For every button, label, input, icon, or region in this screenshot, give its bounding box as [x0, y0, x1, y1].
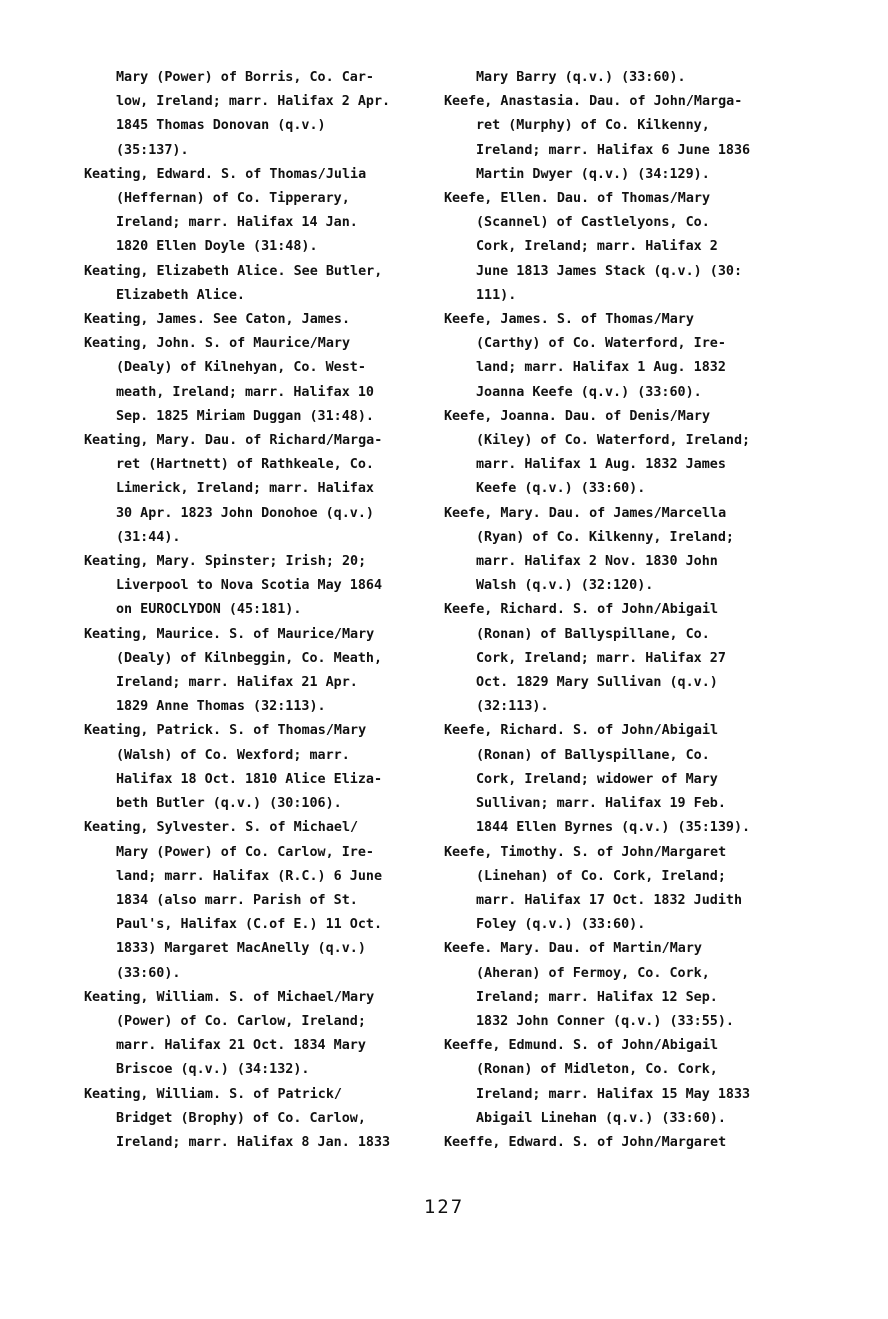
entry-line: Keefe (q.v.) (33:60).	[476, 481, 646, 497]
entry-line: (35:137).	[116, 142, 189, 158]
entry-line: 1834 (also marr. Parish of St.	[116, 892, 358, 908]
entry-line: 1844 Ellen Byrnes (q.v.) (35:139).	[476, 820, 751, 836]
entry-line: Keating, John. S. of Maurice/Mary	[84, 336, 351, 352]
entry-line: Keating, Elizabeth Alice. See Butler,	[84, 263, 383, 279]
entry-line: Oct. 1829 Mary Sullivan (q.v.)	[476, 675, 718, 691]
entry-line: marr. Halifax 21 Oct. 1834 Mary	[116, 1038, 366, 1054]
entry-line: Ireland; marr. Halifax 21 Apr.	[116, 675, 358, 691]
index-entry	[84, 1083, 424, 1156]
entry-line: Mary (Power) of Borris, Co. Car-	[116, 70, 374, 85]
index-entry	[84, 260, 424, 308]
entry-line: Keefe, Ellen. Dau. of Thomas/Mary	[444, 191, 711, 207]
entry-line: (33:60).	[116, 965, 181, 981]
entry-line: Joanna Keefe (q.v.) (33:60).	[476, 384, 702, 400]
index-entry	[84, 308, 424, 332]
entry-line: Keeffe, Edmund. S. of John/Abigail	[444, 1038, 719, 1054]
entry-line: (Dealy) of Kilnbeggin, Co. Meath,	[116, 650, 383, 666]
index-entry	[444, 66, 784, 90]
entry-line: Limerick, Ireland; marr. Halifax	[116, 481, 374, 497]
entry-line: (31:44).	[116, 529, 181, 545]
entry-line: Keating, Edward. S. of Thomas/Julia	[84, 166, 367, 182]
entry-line: Mary Barry (q.v.) (33:60).	[476, 70, 686, 85]
index-entry	[84, 429, 424, 550]
entry-line: Keefe, Joanna. Dau. of Denis/Mary	[444, 408, 711, 424]
entry-line: (Ronan) of Midleton, Co. Cork,	[476, 1062, 718, 1078]
entry-line: ret (Murphy) of Co. Kilkenny,	[476, 118, 710, 134]
entry-line: Sep. 1825 Miriam Duggan (31:48).	[116, 408, 374, 424]
index-entry	[444, 719, 784, 840]
right-column	[444, 66, 784, 1155]
index-entry	[444, 598, 784, 719]
entry-line: Mary (Power) of Co. Carlow, Ire-	[116, 844, 374, 860]
entry-line: 1833) Margaret MacAnelly (q.v.)	[116, 941, 366, 957]
entry-line: (Ryan) of Co. Kilkenny, Ireland;	[476, 529, 734, 545]
entry-line: Keating, James. See Caton, James.	[84, 312, 351, 328]
index-entry	[84, 66, 424, 163]
entry-line: Keefe, Richard. S. of John/Abigail	[444, 723, 719, 739]
index-entry	[444, 1131, 784, 1155]
entry-line: Briscoe (q.v.) (34:132).	[116, 1062, 310, 1078]
entry-line: Keating, Sylvester. S. of Michael/	[84, 820, 359, 836]
entry-line: (Ronan) of Ballyspillane, Co.	[476, 747, 710, 763]
index-entry	[444, 502, 784, 599]
entry-line: (Aheran) of Fermoy, Co. Cork,	[476, 965, 710, 981]
index-entry	[444, 405, 784, 502]
entry-line: Keefe, James. S. of Thomas/Mary	[444, 312, 694, 328]
entry-line: Keefe, Timothy. S. of John/Margaret	[444, 844, 727, 860]
entry-line: (Power) of Co. Carlow, Ireland;	[116, 1013, 366, 1029]
entry-line: (Carthy) of Co. Waterford, Ire-	[476, 336, 726, 352]
page-number: 127	[423, 1196, 465, 1218]
entry-line: marr. Halifax 17 Oct. 1832 Judith	[476, 892, 743, 908]
entry-line: on EUROCLYDON (45:181).	[116, 602, 302, 618]
index-entry	[444, 1034, 784, 1131]
entry-line: 1845 Thomas Donovan (q.v.)	[116, 118, 326, 134]
entry-line: land; marr. Halifax 1 Aug. 1832	[476, 360, 726, 376]
entry-line: Ireland; marr. Halifax 15 May 1833	[476, 1086, 751, 1102]
entry-line: Halifax 18 Oct. 1810 Alice Eliza-	[116, 771, 383, 787]
entry-line: marr. Halifax 1 Aug. 1832 James	[476, 457, 726, 473]
entry-line: Keating, William. S. of Patrick/	[84, 1086, 342, 1102]
entry-line: Keefe, Richard. S. of John/Abigail	[444, 602, 719, 618]
index-entry	[84, 719, 424, 816]
index-entry	[84, 163, 424, 260]
entry-line: (32:113).	[476, 699, 549, 715]
entry-line: Ireland; marr. Halifax 6 June 1836	[476, 142, 751, 158]
entry-line: (Kiley) of Co. Waterford, Ireland;	[476, 433, 751, 449]
entry-line: 1832 John Conner (q.v.) (33:55).	[476, 1013, 734, 1029]
index-entry	[444, 937, 784, 1034]
entry-line: (Ronan) of Ballyspillane, Co.	[476, 626, 710, 642]
entry-line: Martin Dwyer (q.v.) (34:129).	[476, 166, 710, 182]
entry-line: Keating, Mary. Spinster; Irish; 20;	[84, 554, 367, 570]
index-entry	[84, 623, 424, 720]
index-entry	[444, 841, 784, 938]
entry-line: low, Ireland; marr. Halifax 2 Apr.	[116, 94, 391, 110]
entry-line: (Dealy) of Kilnehyan, Co. West-	[116, 360, 366, 376]
entry-line: June 1813 James Stack (q.v.) (30:	[476, 263, 743, 279]
entry-line: Ireland; marr. Halifax 12 Sep.	[476, 989, 718, 1005]
entry-line: Foley (q.v.) (33:60).	[476, 917, 646, 933]
entry-line: Bridget (Brophy) of Co. Carlow,	[116, 1110, 366, 1126]
entry-line: Paul's, Halifax (C.of E.) 11 Oct.	[116, 917, 383, 933]
entry-line: beth Butler (q.v.) (30:106).	[116, 796, 342, 812]
entry-line: Abigail Linehan (q.v.) (33:60).	[476, 1110, 726, 1126]
left-column	[84, 66, 424, 1155]
entry-line: ret (Hartnett) of Rathkeale, Co.	[116, 457, 374, 473]
entry-line: Keefe. Mary. Dau. of Martin/Mary	[444, 941, 702, 957]
index-entry	[444, 187, 784, 308]
entry-line: marr. Halifax 2 Nov. 1830 John	[476, 554, 718, 570]
entry-line: Liverpool to Nova Scotia May 1864	[116, 578, 383, 594]
entry-line: Cork, Ireland; marr. Halifax 2	[476, 239, 718, 255]
entry-line: 111).	[476, 287, 517, 303]
entry-line: (Walsh) of Co. Wexford; marr.	[116, 747, 350, 763]
entry-line: 1820 Ellen Doyle (31:48).	[116, 239, 318, 255]
entry-line: land; marr. Halifax (R.C.) 6 June	[116, 868, 383, 884]
entry-line: Keating, Patrick. S. of Thomas/Mary	[84, 723, 367, 739]
index-entry	[84, 986, 424, 1083]
index-entry	[84, 550, 424, 623]
entry-line: Sullivan; marr. Halifax 19 Feb.	[476, 796, 726, 812]
entry-line: (Linehan) of Co. Cork, Ireland;	[476, 868, 726, 884]
entry-line: Walsh (q.v.) (32:120).	[476, 578, 654, 594]
entry-line: Ireland; marr. Halifax 8 Jan. 1833	[116, 1134, 391, 1150]
entry-line: (Heffernan) of Co. Tipperary,	[116, 191, 350, 207]
entry-line: Cork, Ireland; marr. Halifax 27	[476, 650, 726, 666]
entry-line: Keating, William. S. of Michael/Mary	[84, 989, 375, 1005]
entry-line: 30 Apr. 1823 John Donohoe (q.v.)	[116, 505, 374, 521]
entry-line: Cork, Ireland; widower of Mary	[476, 771, 718, 787]
entry-line: 1829 Anne Thomas (32:113).	[116, 699, 326, 715]
index-entry	[84, 332, 424, 429]
entry-line: Keeffe, Edward. S. of John/Margaret	[444, 1134, 727, 1150]
index-entry	[444, 308, 784, 405]
entry-line: meath, Ireland; marr. Halifax 10	[116, 384, 374, 400]
index-entry	[84, 816, 424, 985]
entry-line: Keefe, Anastasia. Dau. of John/Marga-	[444, 94, 743, 110]
entry-line: Keating, Maurice. S. of Maurice/Mary	[84, 626, 375, 642]
index-entry	[444, 90, 784, 187]
entry-line: Ireland; marr. Halifax 14 Jan.	[116, 215, 358, 231]
entry-line: Keefe, Mary. Dau. of James/Marcella	[444, 505, 727, 521]
entry-line: Keating, Mary. Dau. of Richard/Marga-	[84, 433, 383, 449]
entry-line: Elizabeth Alice.	[116, 287, 245, 303]
entry-line: (Scannel) of Castlelyons, Co.	[476, 215, 710, 231]
